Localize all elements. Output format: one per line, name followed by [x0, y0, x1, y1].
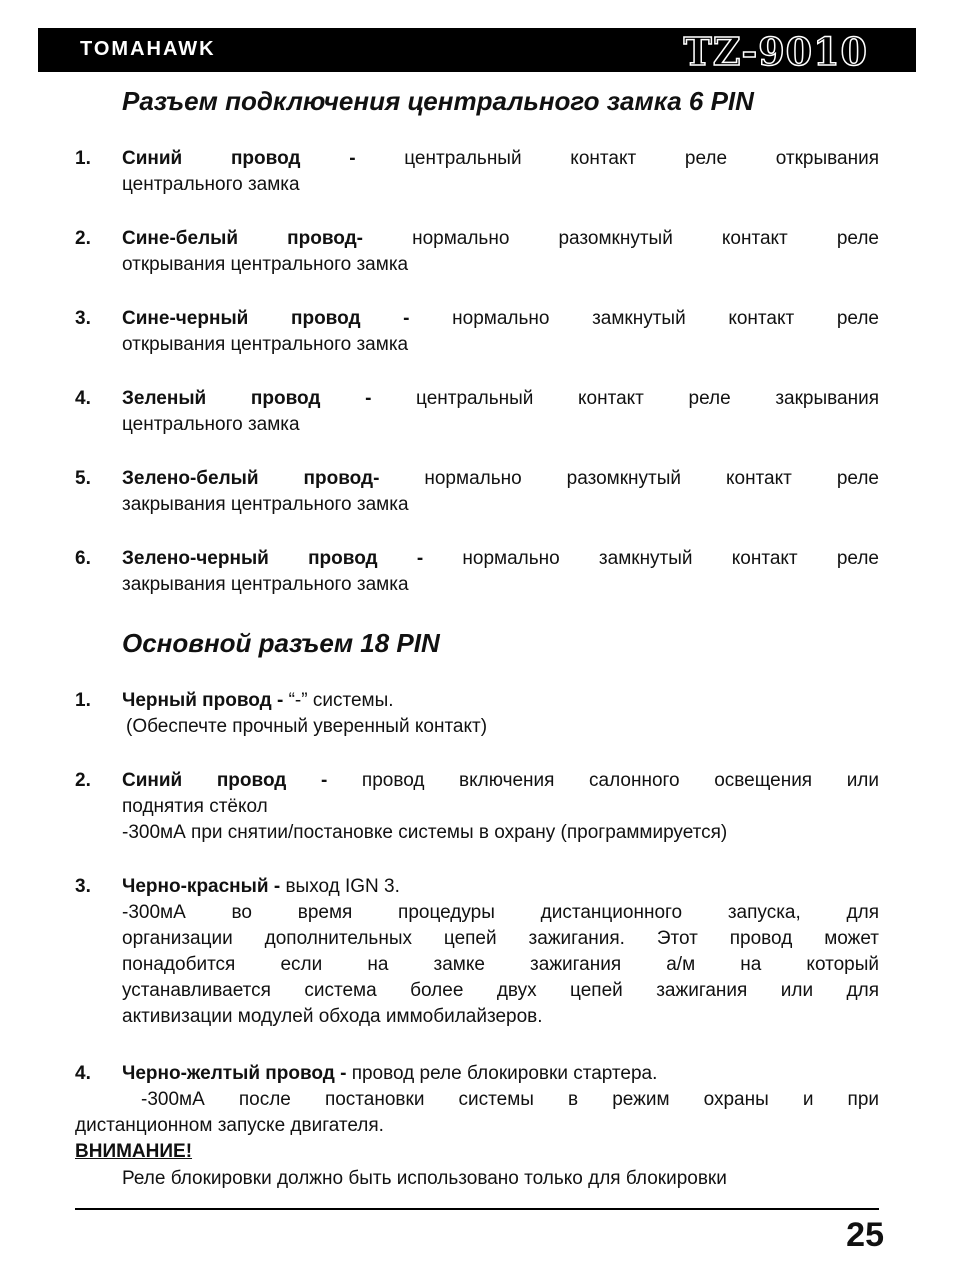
wire-desc: центральный контакт реле закрывания — [416, 388, 879, 409]
list-item — [75, 386, 879, 438]
wire-detail: -300мА после постановки системы в режим охраны и при — [141, 1089, 879, 1110]
list-item — [75, 768, 879, 846]
wire-label: Сине-белый провод- — [122, 228, 413, 249]
item-number: 4. — [75, 1063, 91, 1084]
model-name: TZ-9010 — [683, 29, 868, 74]
wire-detail: устанавливается система более двух цепей зажигания или для — [122, 980, 879, 1001]
list-item — [75, 546, 879, 598]
item-number: 3. — [75, 876, 91, 897]
wire-desc: нормально замкнутый контакт реле — [452, 308, 879, 329]
wire-label: Черно-желтый провод - — [122, 1063, 352, 1084]
wire-desc: нормально замкнутый контакт реле — [462, 548, 879, 569]
wire-detail: активизации модулей обхода иммобилайзеров. — [122, 1006, 543, 1027]
item-number: 2. — [75, 228, 91, 249]
wire-label: Синий провод - — [122, 770, 362, 791]
list-item — [75, 226, 879, 278]
page-number: 25 — [846, 1216, 884, 1254]
wire-label: Синий провод - — [122, 148, 405, 169]
wire-label: Зелено-белый провод- — [122, 468, 425, 489]
wire-detail: организации дополнительных цепей зажигания. Этот провод может — [122, 928, 879, 949]
wire-detail: -300мА во время процедуры дистанционного запуска, для — [122, 902, 879, 923]
wire-label: Черно-красный - — [122, 876, 286, 897]
list-item — [75, 146, 879, 198]
list-item — [75, 874, 879, 1030]
item-number: 5. — [75, 468, 91, 489]
wire-desc: нормально разомкнутый контакт реле — [412, 228, 879, 249]
wire-desc: центральный контакт реле открывания — [404, 148, 879, 169]
wire-label: Зеленый провод - — [122, 388, 417, 409]
item-number: 2. — [75, 770, 91, 791]
wire-label: Зелено-черный провод - — [122, 548, 463, 569]
warning-heading: ВНИМАНИЕ! — [75, 1141, 193, 1162]
list-item — [75, 466, 879, 518]
wire-desc-cont: открывания центрального замка — [122, 334, 409, 355]
page-header — [38, 28, 916, 72]
brand-name: TOMAHAWK — [80, 38, 216, 60]
wire-note: (Обеспечте прочный уверенный контакт) — [126, 716, 488, 737]
wire-desc-cont: закрывания центрального замка — [122, 494, 409, 515]
wire-desc-cont: центрального замка — [122, 414, 300, 435]
wire-label: Сине-черный провод - — [122, 308, 453, 329]
wire-current: -300мА при снятии/постановке системы в охрану (программируется) — [122, 822, 728, 843]
list-item — [75, 1061, 879, 1087]
wire-detail: понадобится если на замке зажигания а/м на который — [122, 954, 879, 975]
wire-desc-cont: центрального замка — [122, 174, 300, 195]
wire-desc: провод реле блокировки стартера. — [351, 1063, 658, 1084]
footer-divider — [75, 1208, 879, 1210]
item-number: 1. — [75, 690, 91, 711]
section1-title: Разъем подключения центрального замка 6 PIN — [122, 86, 754, 116]
warning-text: Реле блокировки должно быть использовано только для блокировки — [122, 1168, 727, 1189]
list-item — [75, 306, 879, 358]
item-number: 1. — [75, 148, 91, 169]
wire-desc-cont: поднятия стёкол — [122, 796, 268, 817]
item-number: 3. — [75, 308, 91, 329]
wire-detail: дистанционном запуске двигателя. — [75, 1115, 384, 1136]
wire-desc-cont: закрывания центрального замка — [122, 574, 409, 595]
wire-desc: “-” системы. — [288, 690, 394, 711]
item-number: 4. — [75, 388, 91, 409]
section2-title: Основной разъем 18 PIN — [122, 628, 440, 658]
wire-desc: выход IGN 3. — [285, 876, 400, 897]
wire-desc-cont: открывания центрального замка — [122, 254, 409, 275]
list-item — [75, 688, 879, 740]
wire-desc: нормально разомкнутый контакт реле — [424, 468, 879, 489]
item4-detail — [75, 1087, 879, 1139]
wire-desc: провод включения салонного освещения или — [361, 770, 880, 791]
wire-label: Черный провод - — [122, 690, 289, 711]
item-number: 6. — [75, 548, 91, 569]
